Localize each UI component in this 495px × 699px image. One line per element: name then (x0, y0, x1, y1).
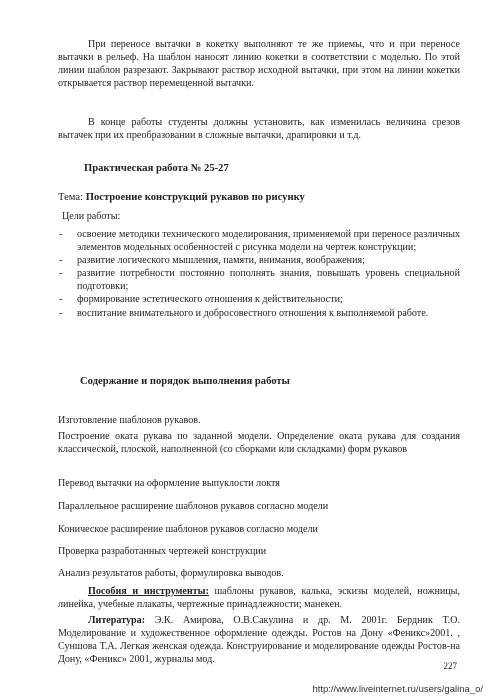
step-item: Анализ результатов работы, формулировка выводов. (58, 568, 284, 579)
content-title: Содержание и порядок выполнения работы (80, 376, 290, 387)
literature-paragraph (58, 614, 460, 666)
step-item: Параллельное расширение шаблонов рукавов согласно модели (58, 501, 329, 512)
page-number: 227 (443, 661, 457, 671)
topic-line (58, 192, 305, 203)
goal-item: - развитие логического мышления, памяти, внимания, воображения; (59, 255, 365, 267)
topic-value: Построение конструкций рукавов по рисунку (85, 192, 305, 203)
intro-paragraph-2: В конце работы студенты должны установить, как изменилась величина срезов вытачек при их преобразовании в сложные вытачки, драпировки и т.д. (58, 117, 460, 142)
footer-url: http://www.liveinternet.ru/users/galina_o/ (312, 684, 483, 695)
literature-text: Э.К. Амирова, О.В.Сакулина и др. М. 2001г. Бердник Т.О. Моделирование и художественное оформление одежды. Ростов на Дону «Феникс»2001. , Суншова Т.А. Легкая женская одежда. Конструирование и моделирование одежды Ростов-на Дону, «Феникс» 2001, журналы мод. (58, 615, 460, 666)
step-item: Проверка разработанных чертежей конструкции (58, 546, 267, 557)
step-item: Перевод вытачки на оформление выпуклости локтя (58, 478, 280, 489)
goal-item: - воспитание внимательного и добросовестного отношения к выполняемой работе. (59, 307, 429, 319)
topic-label: Тема: (58, 192, 86, 203)
intro-paragraph-1: При переносе вытачки в кокетку выполняют те же приемы, что и при переносе вытачки в рельеф. На шаблон наносят линию кокетки в соответствии с моделью. По этой линии шаблон разрезают. Закрывают раствор исходной вытачки, при этом на линии кокетки открывается раствор перемещенной вытачки. (58, 39, 460, 90)
practical-work-title: Практическая работа № 25-27 (84, 163, 229, 174)
goal-item: - формирование эстетического отношения к действительности; (59, 294, 343, 306)
step-item: Коническое расширение шаблонов рукавов согласно модели (58, 524, 318, 535)
step-item: Построение оката рукава по заданной модели. Определение оката рукава для создания классической, плоской, наполненной (со сборками или складками) форм рукавов (58, 431, 460, 456)
goal-item: - развитие потребности постоянно пополнять знания, повышать уровень специальной подготовки; (59, 268, 460, 293)
tools-paragraph (58, 585, 460, 611)
tools-text: шаблоны рукавов, калька, эскизы моделей, ножницы, линейка, учебные плакаты, чертежные принадлежности; манекен. (58, 586, 460, 611)
step-item: Изготовление шаблонов рукавов. (58, 415, 201, 426)
literature-label: Литература: (88, 615, 146, 626)
goal-item: - освоение методики технического моделирования, применяемой при переносе различных элементов модельных особенностей с рисунка модели на чертеж конструкции; (59, 229, 460, 254)
tools-label: Пособия и инструменты: (88, 586, 209, 597)
goals-label: Цели работы: (62, 211, 121, 222)
goals-list (58, 228, 460, 320)
